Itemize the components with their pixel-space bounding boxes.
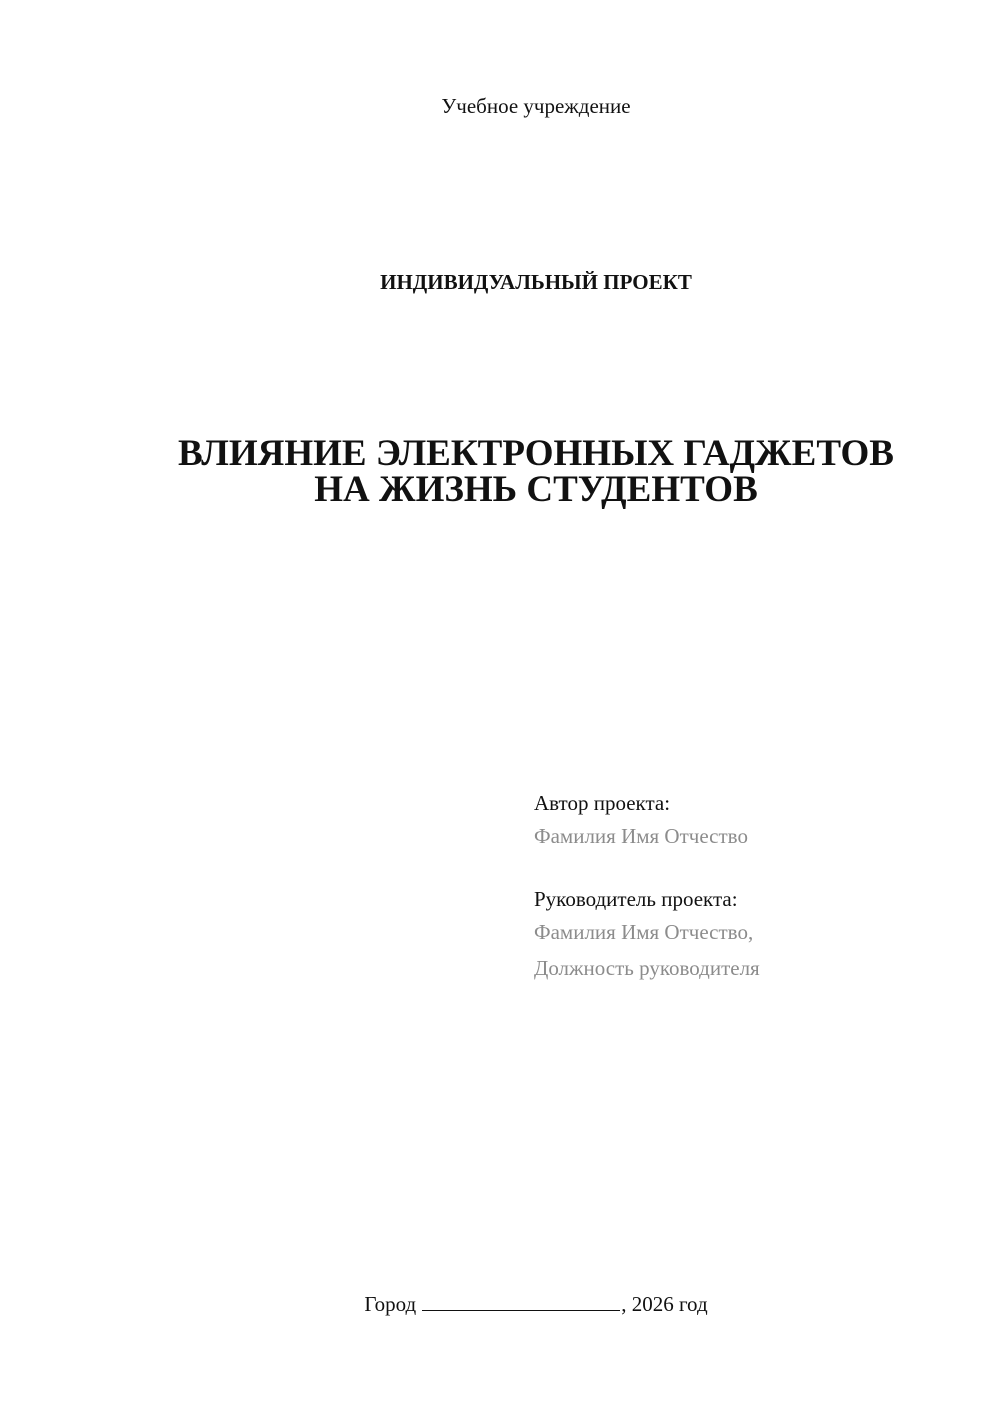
project-title-line-2: НА ЖИЗНЬ СТУДЕНТОВ [314, 469, 758, 510]
project-info-block [534, 788, 974, 986]
year-text: , 2026 год [621, 1292, 708, 1316]
info-spacer [534, 854, 974, 884]
supervisor-label: Руководитель проекта: [534, 887, 738, 911]
author-label: Автор проекта: [534, 791, 671, 815]
supervisor-position: Должность руководителя [534, 956, 760, 980]
document-type: ИНДИВИДУАЛЬНЫЙ ПРОЕКТ [380, 270, 692, 294]
city-year-line [0, 1290, 1000, 1318]
institution-name: Учебное учреждение [441, 94, 631, 118]
project-title [0, 433, 1000, 510]
project-title-line-1: ВЛИЯНИЕ ЭЛЕКТРОННЫХ ГАДЖЕТОВ [178, 433, 894, 474]
supervisor-name: Фамилия Имя Отчество, [534, 920, 754, 944]
city-blank-line [422, 1290, 620, 1311]
author-name: Фамилия Имя Отчество [534, 824, 748, 848]
city-label: Город [364, 1292, 417, 1316]
